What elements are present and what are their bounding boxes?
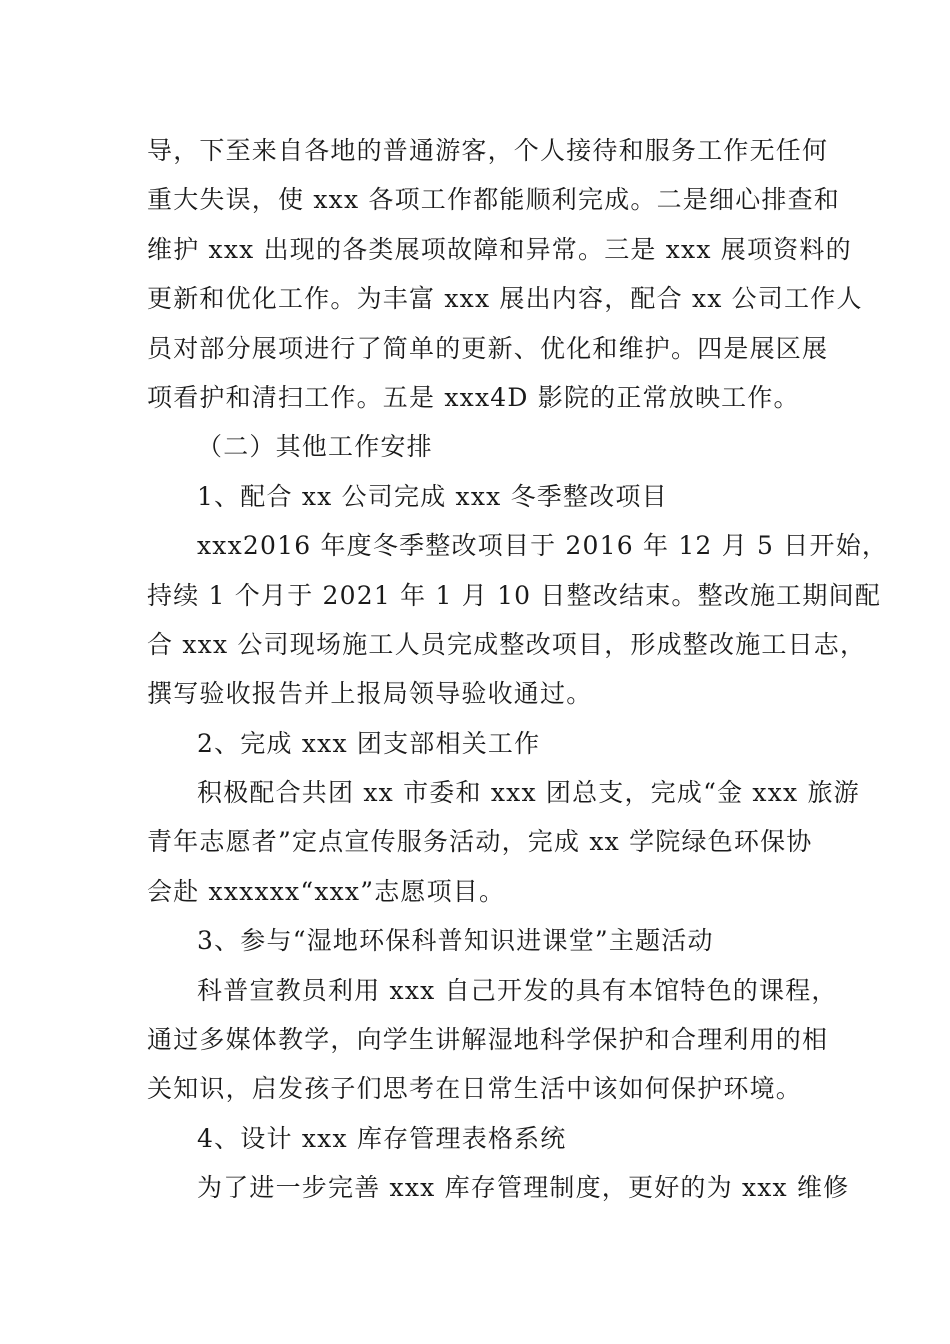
paragraph-line: 通过多媒体教学，向学生讲解湿地科学保护和合理利用的相 [147,1025,829,1055]
item-heading: 3、参与“湿地环保科普知识进课堂”主题活动 [197,926,714,956]
paragraph-line: 维护 xxx 出现的各类展项故障和异常。三是 xxx 展项资料的 [147,234,852,264]
paragraph-line: xxx2016 年度冬季整改项目于 2016 年 12 月 5 日开始， [197,531,889,561]
paragraph-line: 持续 1 个月于 2021 年 1 月 10 日整改结束。整改施工期间配 [147,580,882,610]
paragraph-line: 撰写验收报告并上报局领导验收通过。 [147,679,593,709]
item-heading: 2、完成 xxx 团支部相关工作 [197,728,541,758]
paragraph-line: 重大失误，使 xxx 各项工作都能顺利完成。二是细心排查和 [147,185,840,215]
paragraph-line: 项看护和清扫工作。五是 xxx4D 影院的正常放映工作。 [147,382,800,412]
item-heading: 1、配合 xx 公司完成 xxx 冬季整改项目 [197,481,668,511]
body-text [147,126,889,1213]
paragraph-line: 合 xxx 公司现场施工人员完成整改项目，形成整改施工日志， [147,629,867,659]
paragraph-line: 为了进一步完善 xxx 库存管理制度，更好的为 xxx 维修 [197,1173,850,1203]
paragraph-line: 积极配合共团 xx 市委和 xxx 团总支，完成“金 xxx 旅游 [197,778,860,808]
item-heading: 4、设计 xxx 库存管理表格系统 [197,1123,567,1153]
paragraph-line: 关知识，启发孩子们思考在日常生活中该如何保护环境。 [147,1074,803,1104]
section-heading: （二）其他工作安排 [197,432,433,462]
paragraph-line: 员对部分展项进行了简单的更新、优化和维护。四是展区展 [147,333,829,363]
paragraph-line: 导，下至来自各地的普通游客，个人接待和服务工作无任何 [147,136,829,165]
paragraph-line: 会赴 xxxxxx“xxx”志愿项目。 [147,876,506,906]
paragraph-line: 更新和优化工作。为丰富 xxx 展出内容，配合 xx 公司工作人 [147,284,863,314]
paragraph-line: 科普宣教员利用 xxx 自己开发的具有本馆特色的课程， [197,975,838,1005]
paragraph-line: 青年志愿者”定点宣传服务活动，完成 xx 学院绿色环保协 [147,827,813,857]
